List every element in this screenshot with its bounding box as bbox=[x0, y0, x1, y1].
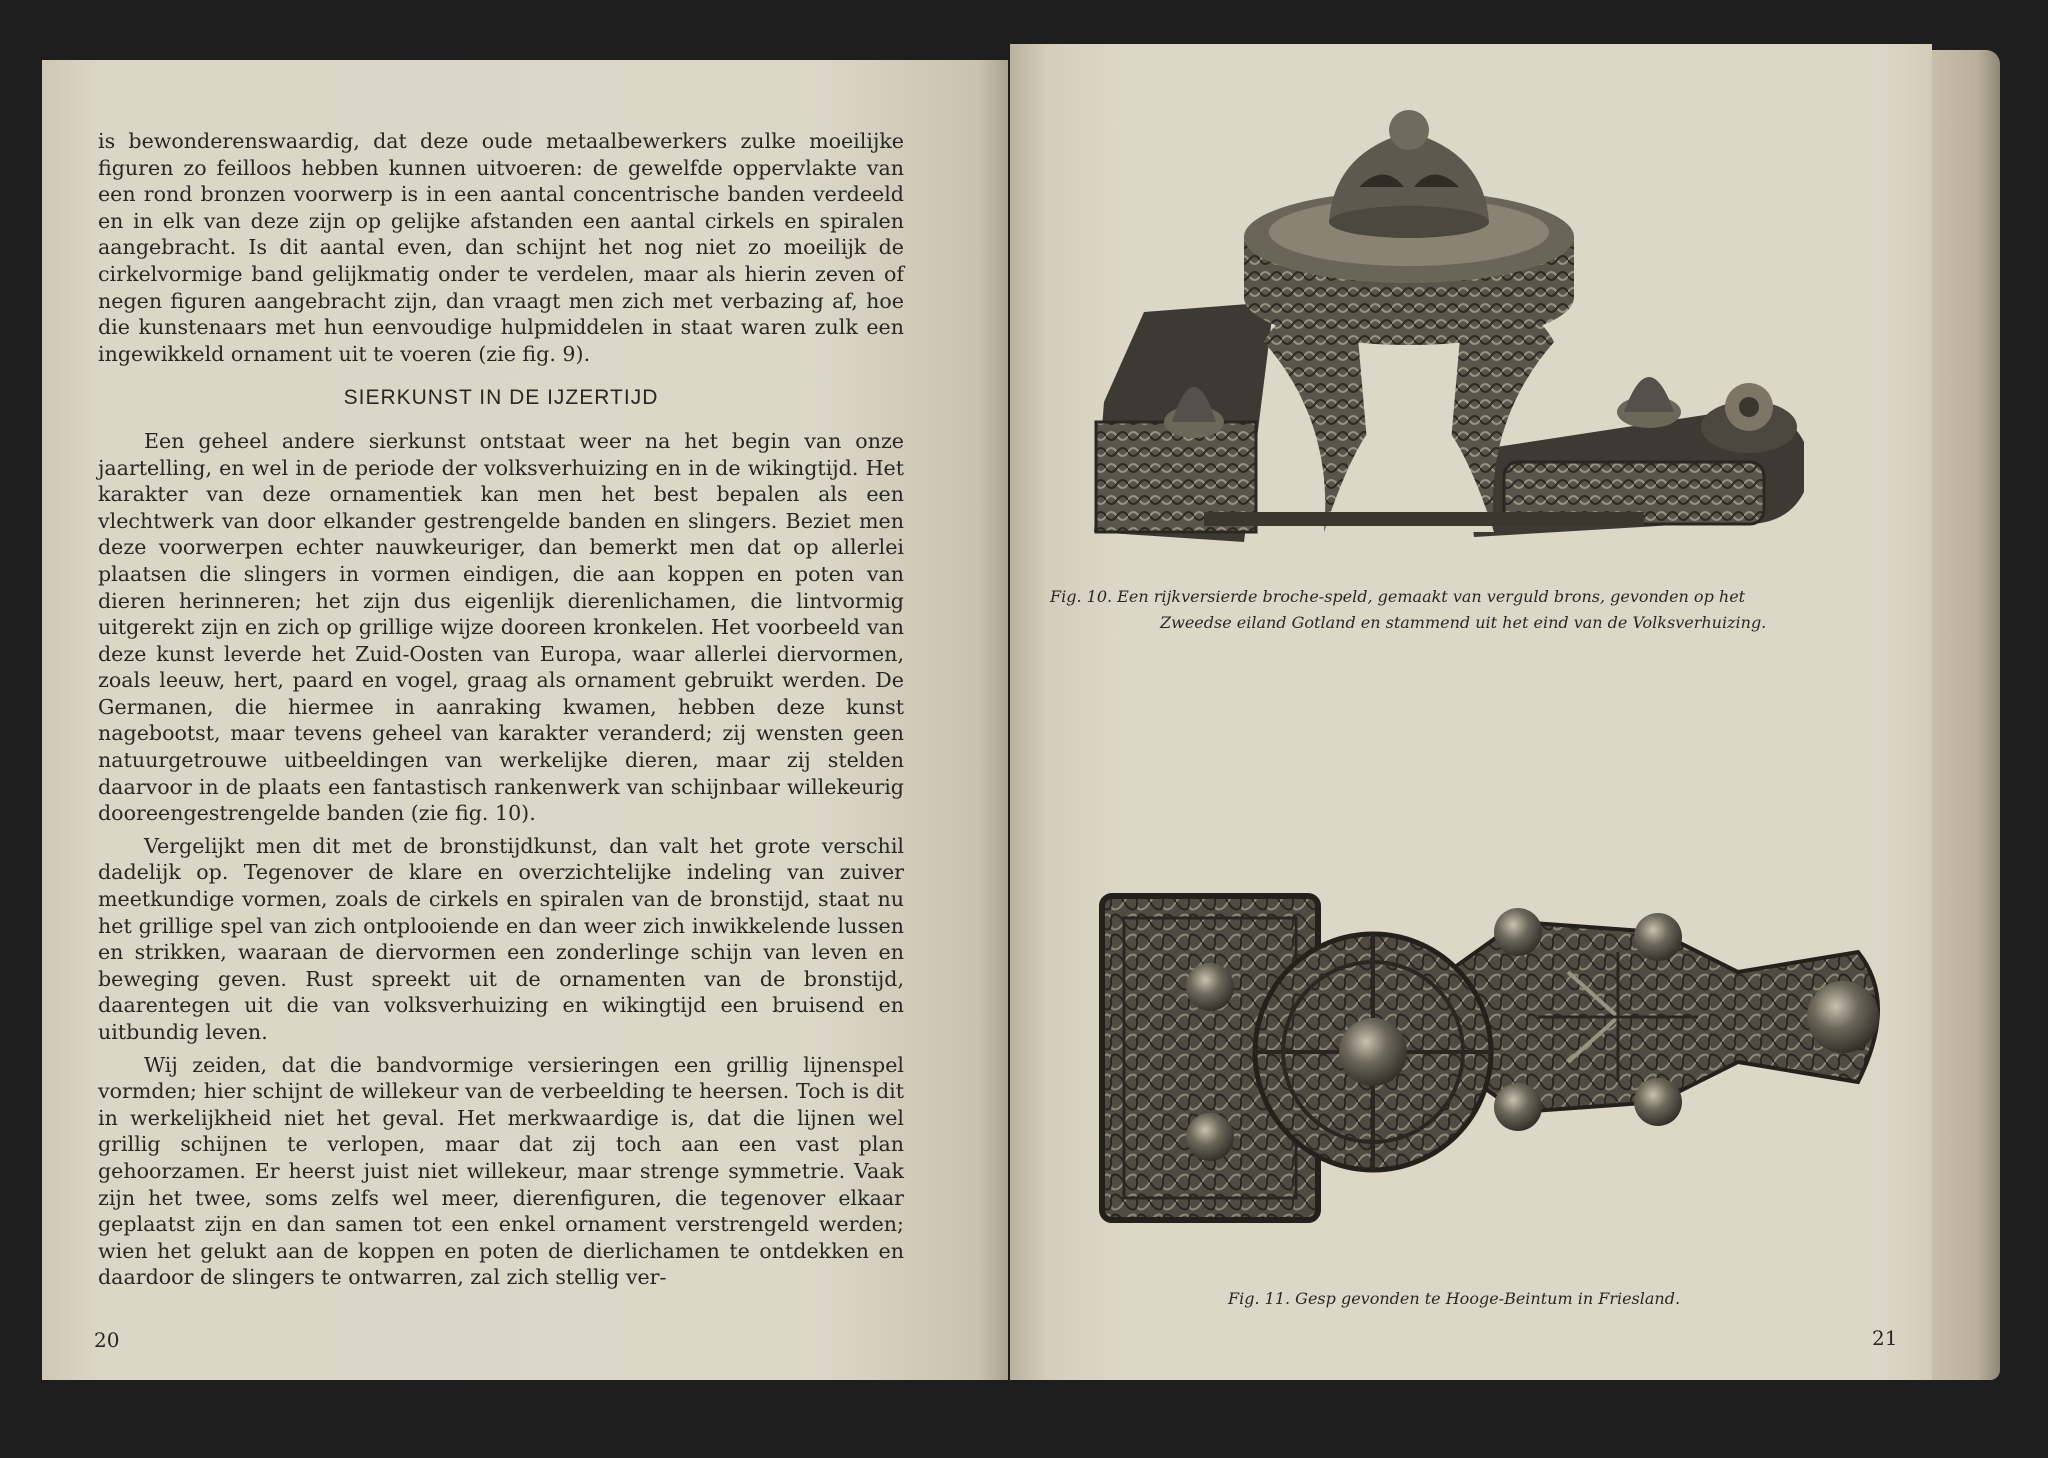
paragraph-2: Een geheel andere sierkunst ontstaat weer na het begin van onze jaartelling, en wel in de periode der volksverhuizing en in de wikingtijd. Het karakter van deze ornamentiek kan men het best bepalen als een vlechtwerk van door elkander gestrengelde banden en slingers. Beziet men deze voorwerpen echter nauwkeuriger, dan bemerkt men dat op allerlei plaatsen die slingers in vormen eindigen, die aan koppen en poten van dieren herinneren; het zijn dus eigenlijk dierenlichamen, die lintvormig uitgerekt zijn en zich op grillige wijze dooreen kronkelen. Het voorbeeld van deze kunst leverde het Zuid-Oosten van Europa, waar allerlei diervormen, zoals leeuw, hert, paard en vogel, graag als ornament gebruikt werden. De Germanen, die hiermee in aanraking kwamen, hebben deze kunst nagebootst, maar tevens geheel van karakter veranderd; zij wensten geen natuurgetrouwe uitbeeldingen van werkelijke dieren, maar zij stelden daarvoor in de plaats een fantastisch rankenwerk van schijnbaar willekeurig dooreengestrengelde banden (zie fig. 10). bbox=[98, 428, 904, 826]
page-number-left: 20 bbox=[94, 1328, 120, 1352]
fig10-brooch-photo bbox=[1084, 92, 1884, 602]
paragraph-3: Vergelijkt men dit met de bronstijdkunst, dan valt het grote verschil dadelijk op. Tegenover de klare en overzichtelijke indeling van zuiver meetkundige vormen, zoals de cirkels en spiralen van de bronstijd, staat nu het grillige spel van zich ontplooiende en dan weer zich inwikkelende lussen en strikken, waaraan de diervormen een zonderlinge schijn van leven en beweging geven. Rust spreekt uit de ornamenten van de bronstijd, daarentegen uit die van volksverhuizing en wikingtijd een bruisend en uitbundig leven. bbox=[98, 833, 904, 1044]
fig10-caption-line1: Fig. 10. Een rijkversierde broche-speld, gemaakt van verguld brons, gevonden op het bbox=[1050, 587, 1746, 606]
left-page-body bbox=[98, 128, 904, 1291]
paragraph-1: is bewonderenswaardig, dat deze oude metaalbewerkers zulke moeilijke figuren zo feilloos hebben kunnen uitvoeren: de gewelfde oppervlakte van een rond bronzen voorwerp is in een aantal concentrische banden verdeeld en in elk van deze zijn op gelijke afstanden een aantal cirkels en spiralen aangebracht. Is dit aantal even, dan schijnt het nog niet zo moeilijk de cirkelvormige band gelijkmatig onder te verdelen, maar als hierin zeven of negen figuren aangebracht zijn, dan vraagt men zich met verbazing af, hoe die kunstenaars met hun eenvoudige hulpmiddelen in staat waren zulk een ingewikkeld ornament uit te voeren (zie fig. 9). bbox=[98, 129, 904, 366]
fig11-buckle-photo bbox=[1098, 892, 1908, 1282]
section-heading: SIERKUNST IN DE IJZERTIJD bbox=[343, 386, 659, 410]
right-page bbox=[1010, 44, 1932, 1380]
back-cover-edge bbox=[1925, 50, 2000, 1380]
left-page bbox=[42, 60, 1008, 1380]
fig10-caption-line2: Zweedse eiland Gotland en stammend uit het eind van de Volksverhuizing. bbox=[1160, 613, 1767, 632]
paragraph-4: Wij zeiden, dat die bandvormige versieringen een grillig lijnenspel vormden; hier schijnt de willekeur van de verbeelding te heersen. Toch is dit in werkelijkheid niet het geval. Het merkwaardige is, dat die lijnen wel grillig schijnen te verlopen, maar dat zij toch aan een vast plan gehoorzamen. Er heerst juist niet willekeur, maar strenge symmetrie. Vaak zijn het twee, soms zelfs wel meer, dierenfiguren, die tegenover elkaar geplaatst zijn en dan samen tot een enkel ornament verstrengeld werden; wien het gelukt aan de koppen en poten de dierlichamen te ontdekken en daardoor de slingers te ontwarren, zal zich stellig ver- bbox=[98, 1052, 904, 1290]
fig11-caption: Fig. 11. Gesp gevonden te Hooge-Beintum in Friesland. bbox=[1228, 1289, 1681, 1308]
page-number-right: 21 bbox=[1872, 1326, 1898, 1350]
